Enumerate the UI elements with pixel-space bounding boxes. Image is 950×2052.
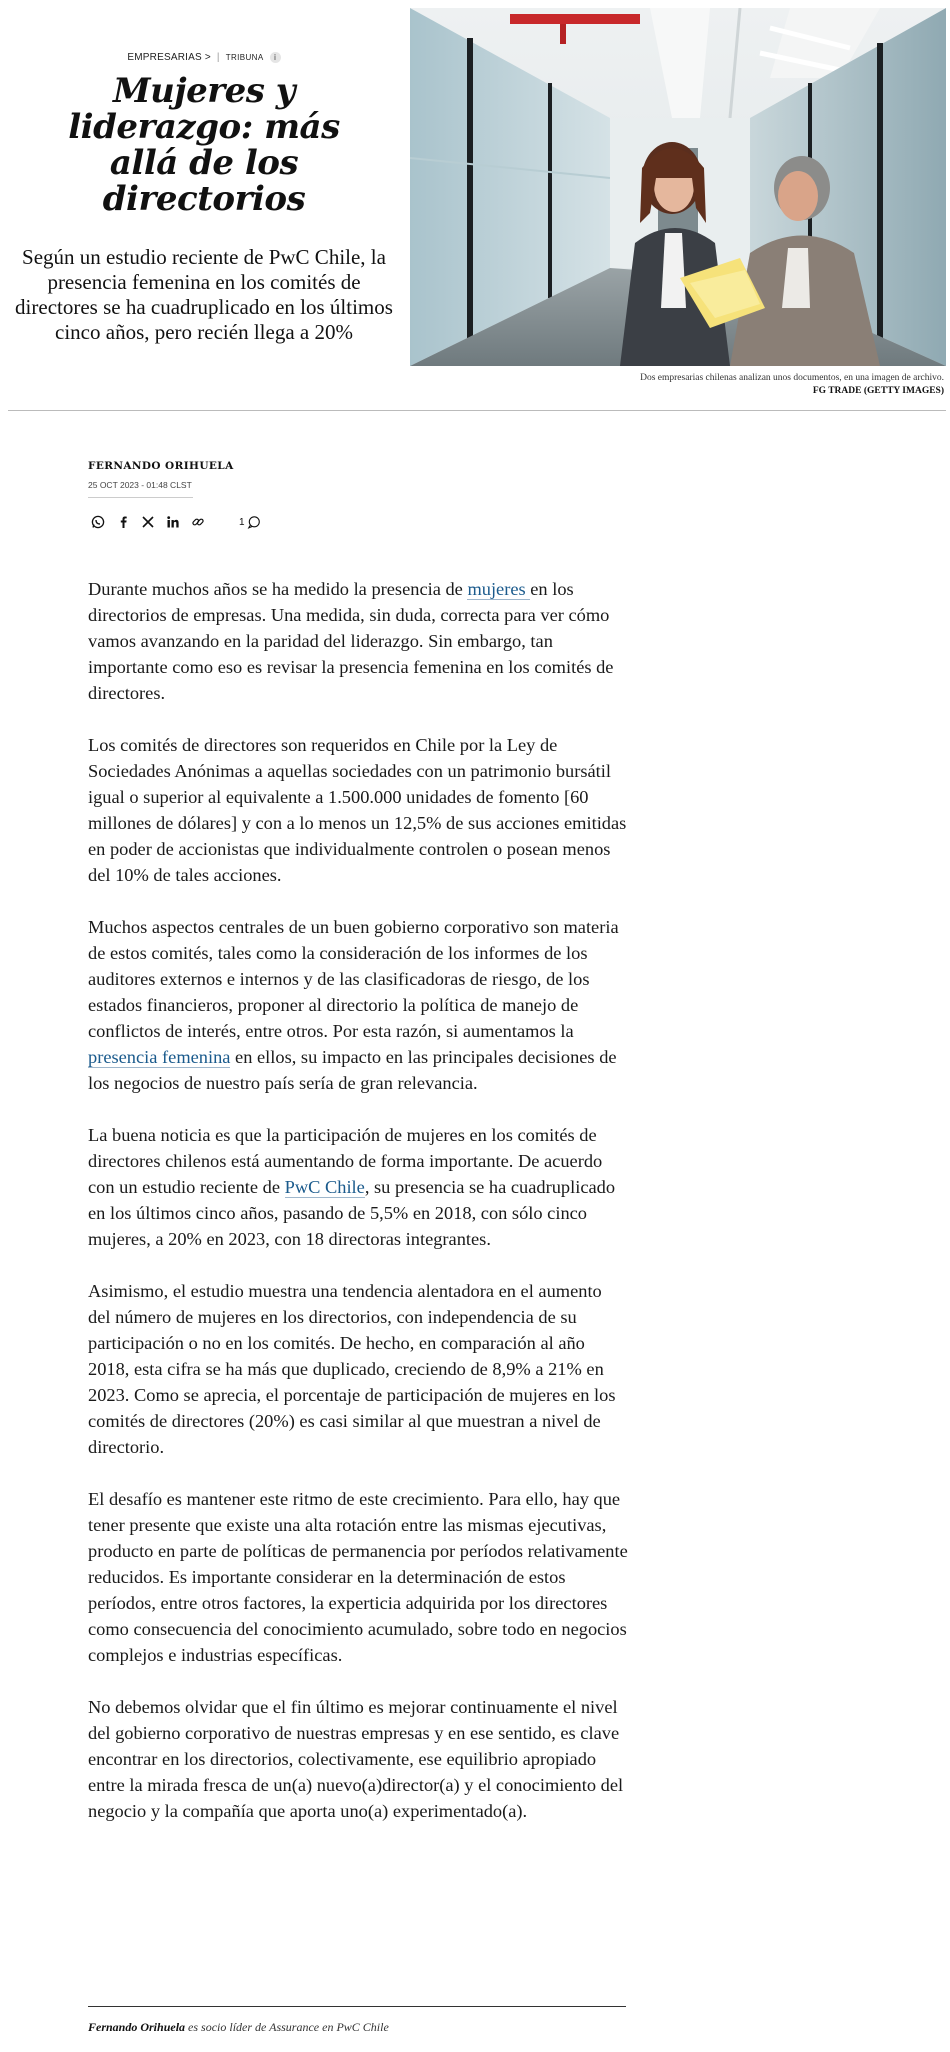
paragraph-7: No debemos olvidar que el fin último es mejorar continuamente el nivel del gobierno corporativo de nuestras empresas y en ese sentido, es clave encontrar en los directorios, colectivamente, ese equilibrio apropiado entre la mirada fresca de un(a) nuevo(a)director(a) y el conocimiento del negocio y la compañía que aporta uno(a) experimentado(a).	[88, 1697, 624, 1821]
article-hero	[0, 0, 950, 412]
footnote-role: es socio líder de Assurance en PwC Chile	[185, 2020, 389, 2034]
share-bar	[88, 512, 628, 532]
author-footnote	[88, 2020, 628, 2035]
paragraph-1: Durante muchos años se ha medido la presencia de mujeres en los directorios de empresas. Una medida, sin duda, correcta para ver cómo vamos avanzando en la paridad del liderazgo. Sin embargo, tan importante como eso es revisar la presencia femenina en los comités de directores.	[88, 579, 614, 703]
office-corridor-image	[410, 8, 946, 366]
comments-button[interactable]	[239, 515, 261, 529]
photo-caption	[640, 372, 944, 398]
paragraph-6: El desafío es mantener este ritmo de este crecimiento. Para ello, hay que tener presente que existe una alta rotación entre las mismas ejecutivas, producto en parte de políticas de permanencia por períodos relativamente reducidos. Es importante considerar en la determinación de estos períodos, entre otros factores, la experticia adquirida por los directores como consecuencia del conocimiento acumulado, sobre todo en negocios complejos e industrias específicas.	[88, 1489, 628, 1665]
link-icon[interactable]	[188, 512, 208, 532]
x-icon[interactable]	[138, 512, 158, 532]
info-icon[interactable]: i	[270, 52, 281, 63]
hero-divider	[8, 410, 946, 411]
kicker-divider: |	[216, 52, 220, 63]
hero-text	[8, 8, 400, 345]
link-pwc-chile[interactable]: PwC Chile	[284, 1177, 365, 1197]
whatsapp-icon[interactable]	[88, 512, 108, 532]
comment-count: 1	[239, 516, 245, 528]
hero-photo	[410, 8, 946, 366]
headline: Mujeres y liderazgo: más allá de los directorios	[68, 71, 340, 219]
article-body	[88, 576, 628, 1850]
footnote-author: Fernando Orihuela	[88, 2020, 186, 2034]
link-presencia-femenina[interactable]: presencia femenina	[88, 1047, 231, 1067]
publish-date: 25 OCT 2023 - 01:48 CLST	[88, 480, 192, 490]
paragraph-3: Muchos aspectos centrales de un buen gobierno corporativo son materia de estos comités, tales como la consideración de los informes de los auditores externos e internos y de las clasificadoras de riesgo, de los estados financieros, proponer al directorio la política de manejo de conflictos de interés, entre otros. Por esta razón, si aumentamos la presencia femenina en ellos, su impacto en las principales decisiones de los negocios de nuestro país sería de gran relevancia.	[88, 917, 619, 1093]
paragraph-2: Los comités de directores son requeridos en Chile por la Ley de Sociedades Anónimas a aquellas sociedades con un patrimonio bursátil igual o superior al equivalente a 1.500.000 unidades de fomento [60 millones de dólares] y con a lo menos un 12,5% de sus acciones emitidas en poder de accionistas que individualmente controlen o posean menos del 10% de tales acciones.	[88, 735, 627, 885]
paragraph-4: La buena noticia es que la participación de mujeres en los comités de directores chilenos está aumentando de forma importante. De acuerdo con un estudio reciente de PwC Chile, su presencia se ha cuadruplicado en los últimos cinco años, pasando de 5,5% en 2018, con sólo cinco mujeres, a 20% en 2023, con 18 directoras integrantes.	[88, 1125, 616, 1249]
footnote-divider	[88, 2006, 626, 2007]
byline-divider	[88, 497, 193, 498]
standfirst: Según un estudio reciente de PwC Chile, la presencia femenina en los comités de directores se ha cuadruplicado en los últimos cinco años, pero recién llega a 20%	[15, 245, 393, 344]
paragraph-5: Asimismo, el estudio muestra una tendencia alentadora en el aumento del número de mujeres en los directorios, con independencia de su participación o no en los comités. De hecho, en comparación al año 2018, esta cifra se ha más que duplicado, creciendo de 8,9% a 21% en 2023. Como se aprecia, el porcentaje de participación de mujeres en los comités de directores (20%) es casi similar al que muestran a nivel de directorio.	[88, 1281, 616, 1457]
kicker	[8, 52, 400, 63]
facebook-icon[interactable]	[113, 512, 133, 532]
author-link[interactable]: FERNANDO ORIHUELA	[88, 460, 234, 472]
comment-bubble-icon	[247, 515, 261, 529]
link-mujeres[interactable]: mujeres	[467, 579, 531, 599]
byline	[88, 460, 628, 532]
tribuna-tag: TRIBUNA	[225, 53, 264, 62]
caption-text: Dos empresarias chilenas analizan unos documentos, en una imagen de archivo.	[640, 373, 944, 383]
section-link[interactable]: EMPRESARIAS >	[127, 52, 211, 63]
photo-credit: FG TRADE (GETTY IMAGES)	[812, 386, 944, 396]
linkedin-icon[interactable]	[163, 512, 183, 532]
